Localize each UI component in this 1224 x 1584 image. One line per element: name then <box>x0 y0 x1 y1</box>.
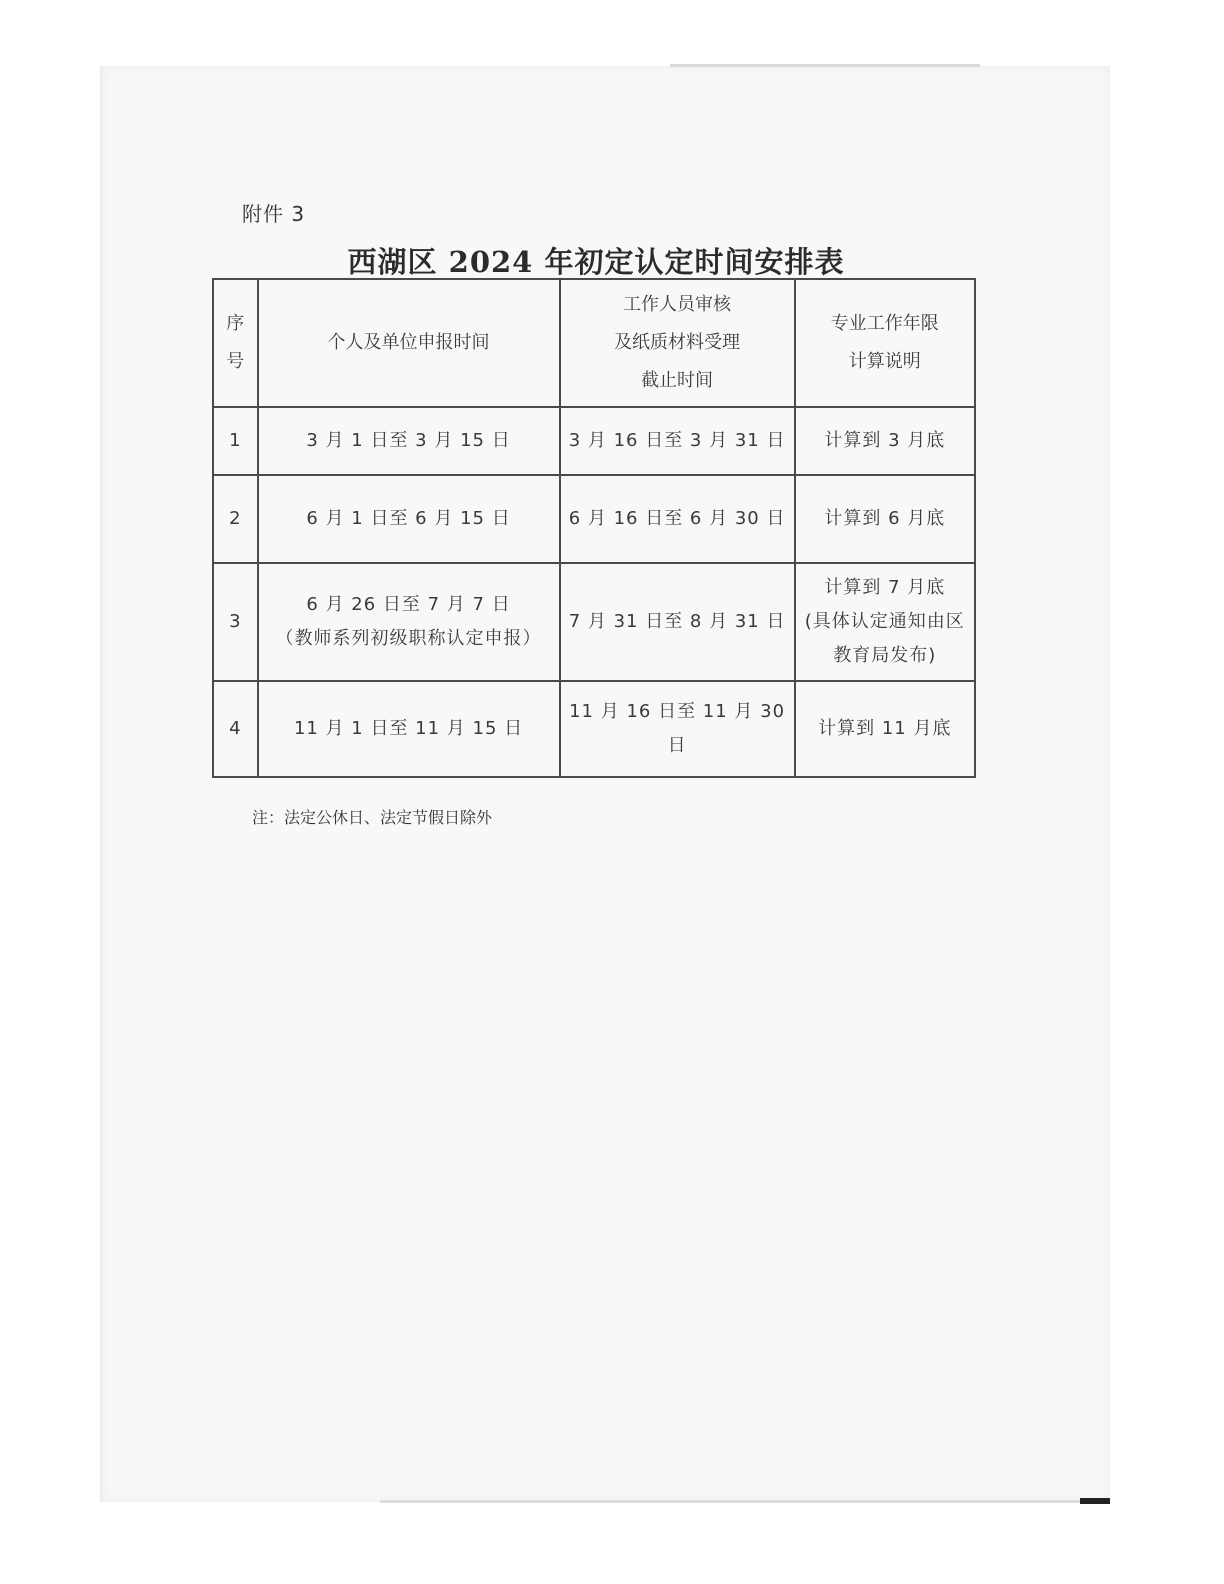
header-review-line: 工作人员审核 <box>623 294 732 315</box>
header-work-years-note <box>795 279 975 407</box>
cell-review-deadline: 6 月 16 日至 6 月 30 日 <box>560 475 795 563</box>
cell-work-years-note <box>795 681 975 777</box>
page-title: 西湖区 2024 年初定认定时间安排表 <box>347 245 845 279</box>
note-line: (具体认定通知由区 <box>804 611 965 632</box>
note-line: 计算到 6 月底 <box>824 508 946 529</box>
application-period-line: （教师系列初级职称认定申报） <box>275 628 542 649</box>
header-note-line: 专业工作年限 <box>830 313 939 334</box>
cell-serial-number: 2 <box>213 475 258 563</box>
cell-application-period <box>258 407 560 475</box>
table-row <box>213 407 975 475</box>
cell-work-years-note <box>795 563 975 681</box>
table-row <box>213 475 975 563</box>
note-line: 计算到 11 月底 <box>818 718 952 739</box>
attachment-label: 附件 3 <box>242 202 306 226</box>
note-line: 计算到 3 月底 <box>824 430 946 451</box>
header-note-line: 计算说明 <box>848 351 921 372</box>
header-review-line: 截止时间 <box>641 370 714 391</box>
table-header-row <box>213 279 975 407</box>
cell-work-years-note <box>795 407 975 475</box>
schedule-table <box>212 278 976 778</box>
cell-review-deadline: 7 月 31 日至 8 月 31 日 <box>560 563 795 681</box>
table-row <box>213 681 975 777</box>
cell-serial-number: 3 <box>213 563 258 681</box>
application-period-line: 3 月 1 日至 3 月 15 日 <box>306 430 511 451</box>
cell-application-period <box>258 475 560 563</box>
page-left-edge <box>100 66 102 1502</box>
note-line: 计算到 7 月底 <box>824 577 946 598</box>
application-period-line: 6 月 26 日至 7 月 7 日 <box>306 594 511 615</box>
cell-work-years-note <box>795 475 975 563</box>
page-bottom-edge <box>380 1500 1100 1503</box>
page-corner-mark <box>1080 1498 1110 1504</box>
header-serial-number: 序号 <box>213 279 258 407</box>
header-review-deadline <box>560 279 795 407</box>
cell-serial-number: 4 <box>213 681 258 777</box>
header-application-period: 个人及单位申报时间 <box>258 279 560 407</box>
cell-serial-number: 1 <box>213 407 258 475</box>
cell-review-deadline: 11 月 16 日至 11 月 30 日 <box>560 681 795 777</box>
cell-application-period <box>258 681 560 777</box>
cell-review-deadline: 3 月 16 日至 3 月 31 日 <box>560 407 795 475</box>
footnote: 注：法定公休日、法定节假日除外 <box>252 808 493 827</box>
header-review-line: 及纸质材料受理 <box>614 332 741 353</box>
page-top-edge <box>670 64 980 67</box>
cell-application-period <box>258 563 560 681</box>
note-line: 教育局发布) <box>833 645 937 666</box>
table-row <box>213 563 975 681</box>
application-period-line: 6 月 1 日至 6 月 15 日 <box>306 508 511 529</box>
application-period-line: 11 月 1 日至 11 月 15 日 <box>293 718 524 739</box>
